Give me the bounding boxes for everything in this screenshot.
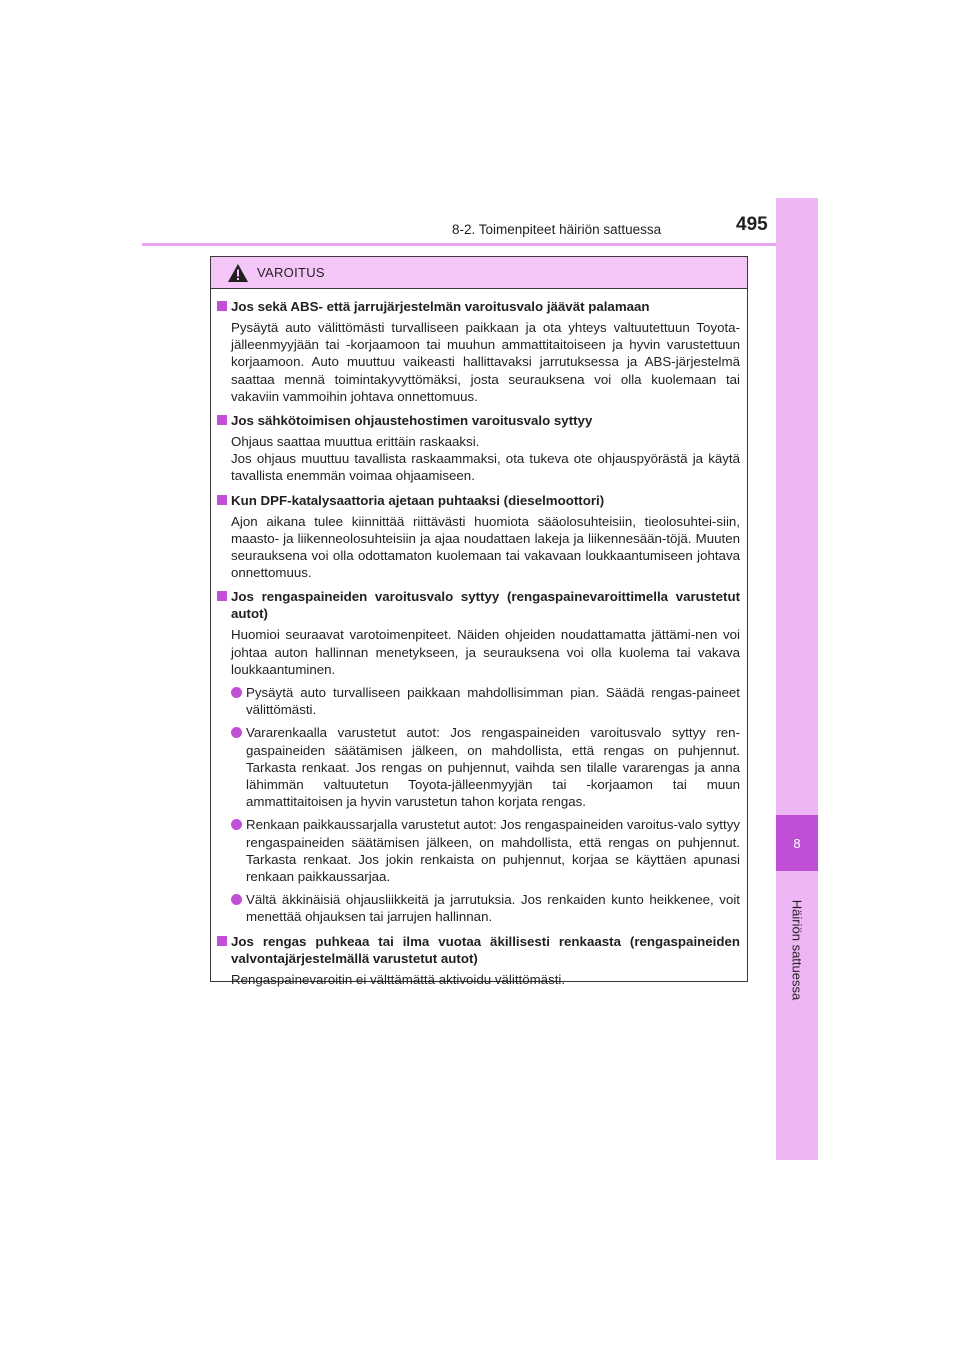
- square-bullet-icon: [217, 301, 227, 311]
- paragraph: Ajon aikana tulee kiinnittää riittävästi huomiota sääolosuhteisiin, tieolosuhtei-siin, maasto- ja liikenneolosuhteisiin ja ajaa noudattaen lakeja ja liikennesään-töjä. Muuten seurauksena voi olla odottamaton kuolemaan tai vakavaan loukkaantumiseen johtava onnettomuus.: [231, 513, 740, 581]
- list-item: Renkaan paikkaussarjalla varustetut autot: Jos rengaspaineiden varoitus-valo syttyy rengaspaineiden säätämisen jälkeen, on mahdollista, että rengas on puhjennut. Tarkasta renkaat. Jos jokin renkaista on puhjennut, korjaa se käyttäen apunasi renkaan paikkaussarjaa.: [231, 816, 740, 885]
- header-rule: [142, 243, 818, 246]
- square-bullet-icon: [217, 936, 227, 946]
- page-number: 495: [736, 214, 768, 235]
- chapter-label: Häiriön sattuessa: [789, 899, 805, 1001]
- chapter-number: 8: [793, 835, 801, 851]
- square-bullet-icon: [217, 415, 227, 425]
- circle-bullet-icon: [231, 894, 242, 905]
- warning-triangle-icon: [227, 263, 249, 283]
- paragraph: Jos ohjaus muuttuu tavallista raskaammaksi, ota tukeva ote ohjauspyörästä ja käytä tavallista enemmän voimaa ohjaamiseen.: [231, 451, 740, 484]
- section-heading: Jos sähkötoimisen ohjaustehostimen varoitusvalo syttyy: [217, 412, 740, 429]
- warning-header: [211, 257, 747, 289]
- warning-title: VAROITUS: [257, 265, 325, 280]
- section-heading: Kun DPF-katalysaattoria ajetaan puhtaaksi (dieselmoottori): [217, 492, 740, 509]
- chapter-side-tab: [776, 198, 818, 1160]
- circle-bullet-icon: [231, 687, 242, 698]
- list-item: Vararenkaalla varustetut autot: Jos rengaspaineiden varoitusvalo syttyy ren-gaspaineiden säätämisen jälkeen, on mahdollista, että rengas on puhjennut. Tarkasta renkaat. Jos rengas on puhjennut, vaihda sen tilalle vararengas ja anna lähimmän valtuutetun Toyota-jälleenmyyjän tai -korjaamon tai muun ammattitaitoisen ja hyvin varustetun tahon korjata rengas.: [231, 724, 740, 810]
- paragraph: Ohjaus saattaa muuttua erittäin raskaaksi.: [231, 434, 480, 450]
- warning-content: [211, 289, 747, 988]
- paragraph: Rengaspainevaroitin ei välttämättä aktivoidu välittömästi.: [231, 971, 566, 987]
- section-title: 8-2. Toimenpiteet häiriön sattuessa: [452, 222, 662, 237]
- section-heading: Jos rengaspaineiden varoitusvalo syttyy (rengaspainevaroittimella varustetut autot): [217, 588, 740, 622]
- list-item: Vältä äkkinäisiä ohjausliikkeitä ja jarrutuksia. Jos renkaiden kunto heikkenee, voit menettää ohjauksen tai jarrujen hallinnan.: [231, 891, 740, 925]
- chapter-number-tab: [776, 815, 818, 871]
- circle-bullet-icon: [231, 727, 242, 738]
- square-bullet-icon: [217, 591, 227, 601]
- section-heading: Jos sekä ABS- että jarrujärjestelmän varoitusvalo jäävät palamaan: [217, 298, 740, 315]
- warning-box: [210, 256, 748, 987]
- circle-bullet-icon: [231, 819, 242, 830]
- section-heading: Jos rengas puhkeaa tai ilma vuotaa äkillisesti renkaasta (rengaspaineiden valvontajärjestelmällä varustetut autot): [217, 933, 740, 967]
- square-bullet-icon: [217, 495, 227, 505]
- paragraph: Huomioi seuraavat varotoimenpiteet. Näiden ohjeiden noudattamatta jättämi-nen voi johtaa auton hallinnan menetykseen, ja seurauksena voi olla kuolema tai vakava loukkaantuminen.: [231, 627, 740, 677]
- list-item: Pysäytä auto turvalliseen paikkaan mahdollisimman pian. Säädä rengas-paineet välittömästi.: [231, 684, 740, 718]
- paragraph: Pysäytä auto välittömästi turvalliseen paikkaan ja ota yhteys valtuutettuun Toyota-jälleenmyyjään tai -korjaamoon tai muuhun ammattitaitoiseen ja hyvin varustettuun korjaamoon. Auto muuttuu vaikeasti hallittavaksi jarrutuksessa ja ABS-järjestelmä saattaa mennä toimintakyvyttömäksi, josta seurauksena voi olla kuolemaan tai vakaviin vammoihin johtava onnettomuus.: [231, 320, 740, 404]
